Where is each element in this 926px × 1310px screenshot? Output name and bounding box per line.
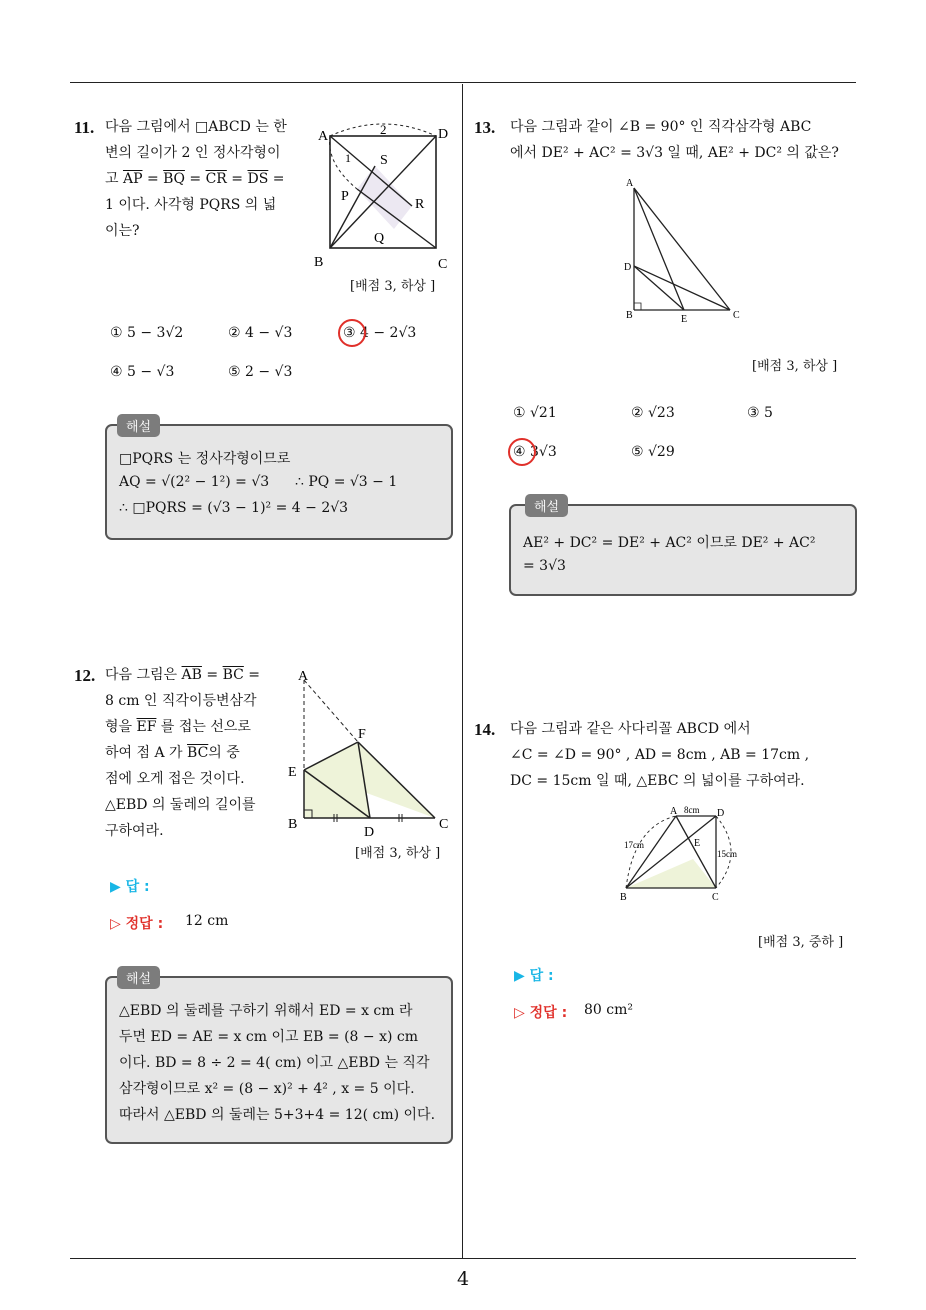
- q11-ap-label: 1: [345, 151, 351, 165]
- q14-number: 14.: [474, 720, 496, 739]
- q13-choice-2[interactable]: ② √23: [631, 405, 675, 421]
- q11-label-p: P: [341, 189, 349, 204]
- q13-expl-line1: AE² + DC² = DE² + AC² 이므로 DE² + AC²: [523, 535, 816, 551]
- q11-choice-2[interactable]: ② 4 − √3: [228, 325, 293, 341]
- q11-expl-line3: ∴ □PQRS = (√3 − 1)² = 4 − 2√3: [119, 500, 349, 516]
- q12-line4: 하여 점 A 가 $\overline{BC}$의 중: [105, 745, 240, 761]
- q12-expl-line3: 이다. BD = 8 ÷ 2 = 4( cm) 이고 △EBD 는 직각: [119, 1055, 430, 1071]
- q12-expl-line4: 삼각형이므로 x² = (8 − x)² + 4² , x = 5 이다.: [119, 1081, 415, 1097]
- q13-explanation-box: [509, 500, 857, 596]
- q14-score: [배점 3, 중하 ]: [758, 935, 844, 950]
- q11-label-s: S: [380, 153, 388, 168]
- q14-answer-label: ▶ 답 :: [514, 968, 554, 984]
- q12-line7: 구하여라.: [105, 823, 164, 839]
- q11-choice-4[interactable]: ④ 5 − √3: [110, 364, 175, 380]
- page-number: 4: [456, 1268, 470, 1290]
- q11-label-b: B: [314, 255, 324, 270]
- q11-explanation-tag: 해설: [117, 414, 160, 437]
- q11-label-q: Q: [374, 231, 385, 246]
- q12-figure: [282, 670, 457, 840]
- q13-label-d: D: [624, 262, 632, 273]
- q14-line2: ∠C = ∠D = 90° , AD = 8cm , AB = 17cm ,: [510, 747, 810, 763]
- q14-dc-label: 15cm: [717, 849, 737, 859]
- q12-expl-line1: △EBD 의 둘레를 구하기 위해서 ED = x cm 라: [119, 1003, 413, 1019]
- q12-label-d: D: [364, 825, 375, 840]
- q11-score: [배점 3, 하상 ]: [350, 279, 436, 294]
- q14-figure: [614, 804, 754, 906]
- q14-label-c: C: [712, 892, 719, 903]
- q11-label-d: D: [438, 127, 449, 142]
- q13-label-c: C: [733, 310, 740, 321]
- q13-choice-5[interactable]: ⑤ √29: [631, 444, 675, 460]
- q13-line1: 다음 그림과 같이 ∠B = 90° 인 직각삼각형 ABC: [510, 119, 812, 135]
- q12-explanation-box: [105, 972, 453, 1144]
- q12-expl-line5: 따라서 △EBD 의 둘레는 5+3+4 = 12( cm) 이다.: [119, 1107, 436, 1123]
- q12-text: [105, 662, 280, 844]
- q11-choice-1[interactable]: ① 5 − 3√2: [110, 325, 184, 341]
- q13-explanation-tag: 해설: [525, 494, 568, 517]
- q13-choice-4[interactable]: ④ 3√3: [513, 444, 557, 460]
- q14-label-e: E: [694, 838, 701, 849]
- column-divider: [462, 84, 463, 1259]
- q12-line6: △EBD 의 둘레의 길이를: [105, 797, 256, 813]
- q13-choice-3[interactable]: ③ 5: [747, 405, 773, 421]
- q13-choice-1[interactable]: ① √21: [513, 405, 557, 421]
- q14-line1: 다음 그림과 같은 사다리꼴 ABCD 에서: [510, 721, 751, 737]
- q12-correct-label: ▷ 정답 :: [110, 916, 164, 932]
- q14-correct-label: ▷ 정답 :: [514, 1005, 568, 1021]
- bottom-rule: [70, 1258, 856, 1259]
- q12-explanation-tag: 해설: [117, 966, 160, 989]
- q14-label-b: B: [620, 892, 627, 903]
- q11-label-a: A: [318, 129, 329, 144]
- q13-expl-line2: = 3√3: [523, 558, 566, 574]
- q11-expl-line2: AQ = √(2² − 1²) = √3: [119, 474, 270, 490]
- q11-figure: [308, 118, 458, 276]
- q12-label-b: B: [288, 817, 298, 832]
- q14-label-a: A: [670, 806, 678, 817]
- q12-line1: 다음 그림은 $\overline{AB} = \overline{BC}$ =: [105, 667, 261, 683]
- q14-ad-label: 8cm: [684, 805, 700, 815]
- q12-answer-label: ▶ 답 :: [110, 879, 150, 895]
- q12-correct-value: 12 cm: [185, 913, 229, 929]
- q12-label-f: F: [358, 727, 366, 742]
- q12-line5: 점에 오게 접은 것이다.: [105, 771, 245, 787]
- q11-label-r: R: [415, 197, 425, 212]
- q12-score: [배점 3, 하상 ]: [355, 846, 441, 861]
- q12-line2: 8 cm 인 직각이등변삼각: [105, 693, 257, 709]
- top-rule: [70, 82, 856, 83]
- q13-number: 13.: [474, 118, 496, 137]
- q11-choice-3[interactable]: ③ 4 − 2√3: [343, 325, 417, 341]
- q14-correct-value: 80 cm²: [584, 1002, 633, 1018]
- q11-line5: 이는?: [105, 223, 140, 239]
- q11-choice-5[interactable]: ⑤ 2 − √3: [228, 364, 293, 380]
- q11-line3: 고 $\overline{AP} = \overline{BQ} = \overline{CR} = \overline{DS}$ =: [105, 171, 285, 187]
- q14-label-d: D: [717, 808, 725, 819]
- q13-selected-mark: [508, 438, 536, 466]
- q11-side-label: 2: [380, 122, 387, 137]
- q12-line3: 형을 $\overline{EF}$ 를 접는 선으로: [105, 719, 251, 735]
- q11-explanation-box: [105, 420, 453, 540]
- q11-expl-line2b: ∴ PQ = √3 − 1: [295, 474, 398, 490]
- q14-ab-label: 17cm: [624, 840, 644, 850]
- q11-line2: 변의 길이가 2 인 정사각형이: [105, 145, 281, 161]
- q11-label-c: C: [438, 257, 448, 272]
- q13-label-a: A: [626, 178, 634, 189]
- q11-line4: 1 이다. 사각형 PQRS 의 넓: [105, 197, 277, 213]
- q12-label-e: E: [288, 765, 297, 780]
- q13-line2: 에서 DE² + AC² = 3√3 일 때, AE² + DC² 의 값은?: [510, 145, 839, 161]
- q11-expl-line1: □PQRS 는 정사각형이므로: [119, 451, 291, 467]
- q13-label-e: E: [681, 314, 688, 325]
- q12-number: 12.: [74, 666, 96, 685]
- q14-line3: DC = 15cm 일 때, △EBC 의 넓이를 구하여라.: [510, 773, 805, 789]
- q13-label-b: B: [626, 310, 633, 321]
- q12-label-c: C: [439, 817, 449, 832]
- q12-label-a: A: [298, 670, 309, 684]
- q11-selected-mark: [338, 319, 366, 347]
- q11-text: [105, 114, 305, 244]
- q11-number: 11.: [74, 118, 95, 137]
- q13-score: [배점 3, 하상 ]: [752, 359, 838, 374]
- q11-line1: 다음 그림에서 □ABCD 는 한: [105, 119, 287, 135]
- q12-expl-line2: 두면 ED = AE = x cm 이고 EB = (8 − x) cm: [119, 1029, 419, 1045]
- q13-figure: [620, 176, 750, 326]
